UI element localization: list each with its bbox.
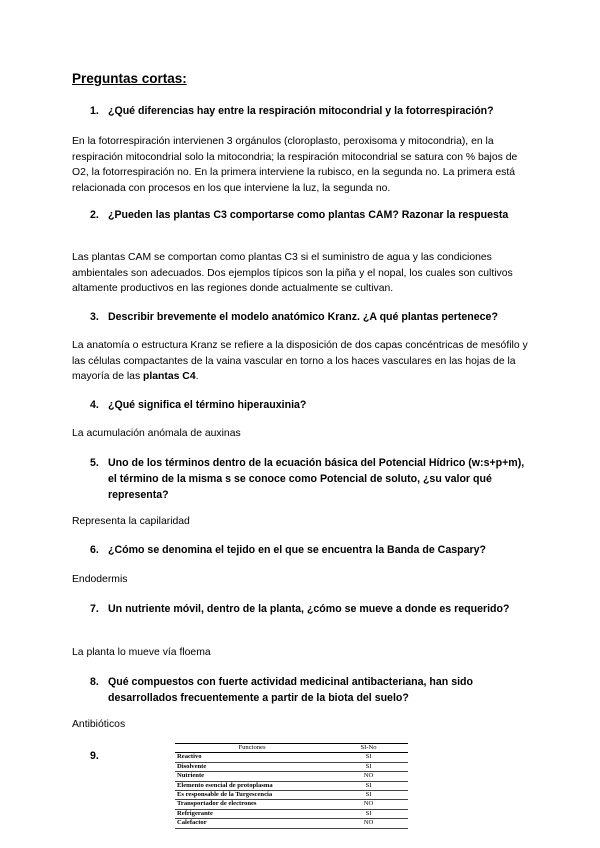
- question-1: [90, 103, 530, 119]
- answer-3: [72, 338, 528, 385]
- question-text: Un nutriente móvil, dentro de la planta, ¿cómo se mueve a donde es requerido?: [108, 603, 510, 615]
- question-text: Describir brevemente el modelo anatómico Kranz. ¿A qué plantas pertenece?: [108, 311, 498, 323]
- question-number: 3.: [90, 311, 99, 323]
- table-cell-value: SI: [329, 791, 408, 800]
- table-cell-function: Reactivo: [175, 753, 329, 762]
- table-row: [175, 800, 408, 809]
- table-cell-function: Es responsable de la Turgescencia: [175, 791, 329, 800]
- functions-table: [175, 743, 408, 829]
- question-number: 7.: [90, 603, 99, 615]
- table-cell-value: NO: [329, 772, 408, 781]
- table-cell-value: NO: [329, 819, 408, 828]
- question-text: ¿Qué diferencias hay entre la respiración mitocondrial y la fotorrespiración?: [108, 105, 494, 117]
- table-row: [175, 791, 408, 800]
- answer-2: Las plantas CAM se comportan como plantas C3 si el suministro de agua y las condiciones ambientales son adecuados. Dos ejemplos típicos son la piña y el nopal, los cuales son cultivos altamente productivos en las regiones donde actualmente se cultivan.: [72, 252, 513, 294]
- question-8: [90, 674, 530, 706]
- question-2: [90, 207, 530, 223]
- table-cell-value: SI: [329, 762, 408, 771]
- table-row: [175, 762, 408, 771]
- table-header-functions: Funciones: [175, 744, 329, 753]
- table-row: [175, 772, 408, 781]
- question-3: [90, 309, 530, 325]
- answer-3-end: .: [195, 371, 199, 382]
- question-text: ¿Cómo se denomina el tejido en el que se encuentra la Banda de Caspary?: [108, 544, 486, 556]
- question-4: [90, 397, 530, 413]
- answer-1: En la fotorrespiración intervienen 3 orgánulos (cloroplasto, peroxisoma y mitocondria), en la respiración mitocondrial solo la mitocondria; la respiración mitocondrial se satura con % bajos de O2, la fotorrespiración no. En la primera interviene la rubisco, en la segunda no. La primera está relacionada con procesos en los que interviene la luz, la segunda no.: [72, 136, 518, 194]
- question-number: 4.: [90, 399, 99, 411]
- question-number: 1.: [90, 105, 99, 117]
- question-text: ¿Qué significa el término hiperauxinia?: [108, 399, 307, 411]
- question-text: Qué compuestos con fuerte actividad medicinal antibacteriana, han sido desarrollados frecuentemente a partir de la biota del suelo?: [108, 676, 473, 704]
- table-cell-function: Disolvente: [175, 762, 329, 771]
- question-number: 8.: [90, 676, 99, 688]
- answer-3-bold: plantas C4: [143, 371, 196, 382]
- answer-3-text: La anatomía o estructura Kranz se refiere a la disposición de dos capas concéntricas de mesófilo y las células compactantes de la vaina vascular en torno a los haces vasculares en las hojas de la mayoría de las: [72, 340, 528, 382]
- table-header-row: [175, 744, 408, 753]
- table-row: [175, 819, 408, 828]
- table-row: [175, 753, 408, 762]
- answer-7: La planta lo mueve vía floema: [72, 647, 211, 658]
- question-number: 2.: [90, 209, 99, 221]
- table-cell-value: SI: [329, 781, 408, 790]
- table-cell-function: Transportador de electrones: [175, 800, 329, 809]
- table-cell-function: Refrigerante: [175, 809, 329, 818]
- table-cell-function: Nutriente: [175, 772, 329, 781]
- table-cell-function: Elemento esencial de protoplasma: [175, 781, 329, 790]
- table-cell-value: NO: [329, 800, 408, 809]
- answer-8: Antibióticos: [72, 719, 126, 730]
- answer-4: La acumulación anómala de auxinas: [72, 428, 241, 439]
- question-number: 5.: [90, 457, 99, 469]
- table-cell-value: SI: [329, 809, 408, 818]
- answer-6: Endodermis: [72, 574, 128, 585]
- page-heading: Preguntas cortas:: [72, 71, 187, 86]
- table-cell-function: Calefactor: [175, 819, 329, 828]
- answer-5: Representa la capilaridad: [72, 516, 190, 527]
- table-header-si-no: SI-No: [329, 744, 408, 753]
- question-6: [90, 542, 530, 558]
- table-cell-value: SI: [329, 753, 408, 762]
- question-text: Uno de los términos dentro de la ecuación básica del Potencial Hídrico (w:s+p+m), el término de la misma s se conoce como Potencial de soluto, ¿su valor qué representa?: [108, 457, 525, 501]
- question-text: ¿Pueden las plantas C3 comportarse como plantas CAM? Razonar la respuesta: [108, 209, 509, 221]
- question-number: 6.: [90, 544, 99, 556]
- table-row: [175, 809, 408, 818]
- question-5: [90, 455, 530, 503]
- table-row: [175, 781, 408, 790]
- question-number: 9.: [90, 750, 99, 762]
- question-7: [90, 601, 530, 617]
